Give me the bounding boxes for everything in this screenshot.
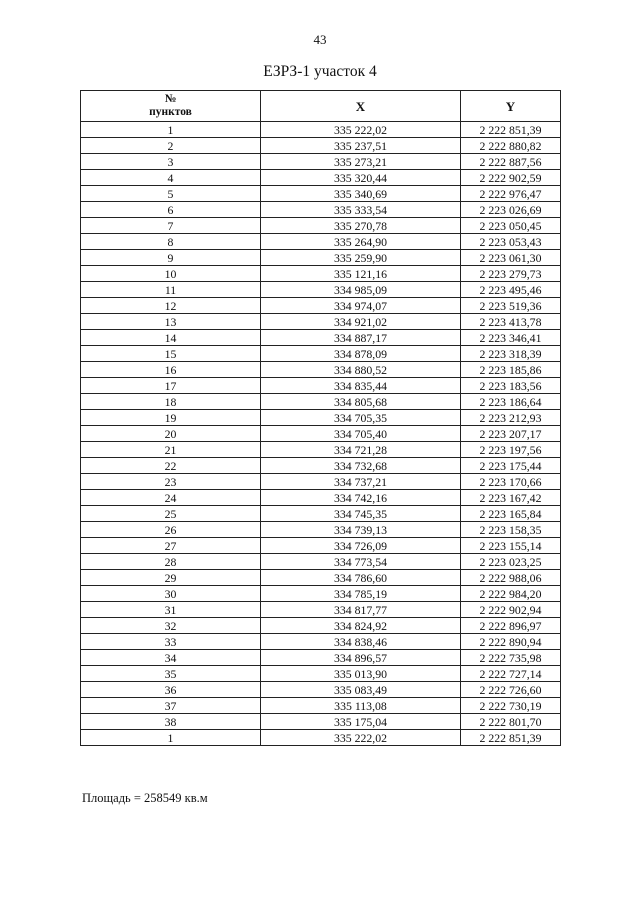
x-coordinate-cell: 334 721,28 <box>261 442 461 458</box>
table-row <box>81 618 561 634</box>
table-row <box>81 298 561 314</box>
y-coordinate-cell: 2 223 165,84 <box>461 506 561 522</box>
table-row <box>81 266 561 282</box>
y-coordinate-cell: 2 223 186,64 <box>461 394 561 410</box>
x-coordinate-cell: 335 113,08 <box>261 698 461 714</box>
x-coordinate-cell: 334 773,54 <box>261 554 461 570</box>
point-number-cell: 23 <box>81 474 261 490</box>
x-coordinate-cell: 334 805,68 <box>261 394 461 410</box>
point-number-cell: 19 <box>81 410 261 426</box>
table-row <box>81 570 561 586</box>
y-coordinate-cell: 2 223 519,36 <box>461 298 561 314</box>
table-row <box>81 506 561 522</box>
table-row <box>81 202 561 218</box>
point-number-cell: 4 <box>81 170 261 186</box>
x-coordinate-cell: 334 785,19 <box>261 586 461 602</box>
point-number-cell: 2 <box>81 138 261 154</box>
table-row <box>81 426 561 442</box>
point-number-cell: 15 <box>81 346 261 362</box>
table-row <box>81 602 561 618</box>
point-number-cell: 33 <box>81 634 261 650</box>
x-coordinate-cell: 334 705,40 <box>261 426 461 442</box>
point-number-cell: 26 <box>81 522 261 538</box>
table-row <box>81 122 561 138</box>
point-number-cell: 18 <box>81 394 261 410</box>
x-coordinate-cell: 334 786,60 <box>261 570 461 586</box>
table-row <box>81 138 561 154</box>
y-coordinate-cell: 2 222 727,14 <box>461 666 561 682</box>
table-row <box>81 554 561 570</box>
point-number-cell: 22 <box>81 458 261 474</box>
point-number-cell: 24 <box>81 490 261 506</box>
y-coordinate-cell: 2 223 050,45 <box>461 218 561 234</box>
point-number-cell: 16 <box>81 362 261 378</box>
y-coordinate-cell: 2 222 730,19 <box>461 698 561 714</box>
point-number-cell: 1 <box>81 122 261 138</box>
x-coordinate-cell: 334 896,57 <box>261 650 461 666</box>
x-coordinate-cell: 335 083,49 <box>261 682 461 698</box>
coordinates-table <box>80 90 561 746</box>
y-coordinate-cell: 2 223 318,39 <box>461 346 561 362</box>
table-row <box>81 346 561 362</box>
table-row <box>81 314 561 330</box>
x-coordinate-cell: 335 270,78 <box>261 218 461 234</box>
point-number-cell: 7 <box>81 218 261 234</box>
x-coordinate-cell: 335 222,02 <box>261 122 461 138</box>
y-coordinate-cell: 2 223 346,41 <box>461 330 561 346</box>
point-number-cell: 29 <box>81 570 261 586</box>
point-number-cell: 3 <box>81 154 261 170</box>
point-number-cell: 30 <box>81 586 261 602</box>
x-coordinate-cell: 334 835,44 <box>261 378 461 394</box>
y-coordinate-cell: 2 223 197,56 <box>461 442 561 458</box>
point-number-cell: 25 <box>81 506 261 522</box>
point-number-cell: 9 <box>81 250 261 266</box>
x-coordinate-cell: 334 817,77 <box>261 602 461 618</box>
page-number: 43 <box>313 32 327 47</box>
table-row <box>81 186 561 202</box>
point-number-cell: 21 <box>81 442 261 458</box>
y-coordinate-cell: 2 222 896,97 <box>461 618 561 634</box>
table-row <box>81 378 561 394</box>
y-coordinate-cell: 2 222 890,94 <box>461 634 561 650</box>
point-number-cell: 17 <box>81 378 261 394</box>
point-number-cell: 13 <box>81 314 261 330</box>
table-row <box>81 730 561 746</box>
y-coordinate-cell: 2 223 207,17 <box>461 426 561 442</box>
x-coordinate-cell: 335 222,02 <box>261 730 461 746</box>
table-row <box>81 442 561 458</box>
y-coordinate-cell: 2 223 413,78 <box>461 314 561 330</box>
point-number-cell: 8 <box>81 234 261 250</box>
table-row <box>81 282 561 298</box>
point-number-cell: 27 <box>81 538 261 554</box>
document-title: ЕЗРЗ-1 участок 4 <box>263 63 377 80</box>
y-coordinate-cell: 2 222 902,59 <box>461 170 561 186</box>
y-coordinate-cell: 2 222 880,82 <box>461 138 561 154</box>
x-coordinate-cell: 334 878,09 <box>261 346 461 362</box>
x-coordinate-cell: 335 340,69 <box>261 186 461 202</box>
y-coordinate-cell: 2 223 185,86 <box>461 362 561 378</box>
x-coordinate-cell: 335 237,51 <box>261 138 461 154</box>
x-coordinate-cell: 335 259,90 <box>261 250 461 266</box>
table-row <box>81 170 561 186</box>
table-row <box>81 330 561 346</box>
x-coordinate-cell: 334 745,35 <box>261 506 461 522</box>
table-header-row <box>81 91 561 122</box>
y-coordinate-cell: 2 222 976,47 <box>461 186 561 202</box>
x-coordinate-cell: 335 320,44 <box>261 170 461 186</box>
table-row <box>81 154 561 170</box>
point-number-cell: 20 <box>81 426 261 442</box>
y-coordinate-cell: 2 223 170,66 <box>461 474 561 490</box>
y-coordinate-cell: 2 222 851,39 <box>461 730 561 746</box>
table-row <box>81 666 561 682</box>
y-coordinate-cell: 2 223 053,43 <box>461 234 561 250</box>
point-number-cell: 5 <box>81 186 261 202</box>
header-y: Y <box>461 91 561 122</box>
x-coordinate-cell: 335 273,21 <box>261 154 461 170</box>
y-coordinate-cell: 2 222 988,06 <box>461 570 561 586</box>
y-coordinate-cell: 2 223 023,25 <box>461 554 561 570</box>
point-number-cell: 35 <box>81 666 261 682</box>
point-number-cell: 1 <box>81 730 261 746</box>
table-row <box>81 522 561 538</box>
y-coordinate-cell: 2 223 212,93 <box>461 410 561 426</box>
point-number-cell: 12 <box>81 298 261 314</box>
x-coordinate-cell: 334 742,16 <box>261 490 461 506</box>
point-number-cell: 31 <box>81 602 261 618</box>
table-row <box>81 218 561 234</box>
area-note: Площадь = 258549 кв.м <box>82 791 208 805</box>
x-coordinate-cell: 334 985,09 <box>261 282 461 298</box>
x-coordinate-cell: 335 264,90 <box>261 234 461 250</box>
point-number-cell: 11 <box>81 282 261 298</box>
x-coordinate-cell: 334 824,92 <box>261 618 461 634</box>
table-body <box>81 122 561 746</box>
y-coordinate-cell: 2 222 726,60 <box>461 682 561 698</box>
x-coordinate-cell: 335 175,04 <box>261 714 461 730</box>
y-coordinate-cell: 2 222 851,39 <box>461 122 561 138</box>
table-row <box>81 714 561 730</box>
x-coordinate-cell: 334 838,46 <box>261 634 461 650</box>
point-number-cell: 36 <box>81 682 261 698</box>
table-row <box>81 394 561 410</box>
y-coordinate-cell: 2 223 158,35 <box>461 522 561 538</box>
header-point-number: № пунктов <box>81 91 261 122</box>
x-coordinate-cell: 334 732,68 <box>261 458 461 474</box>
x-coordinate-cell: 334 880,52 <box>261 362 461 378</box>
table-row <box>81 682 561 698</box>
table-row <box>81 538 561 554</box>
point-number-cell: 6 <box>81 202 261 218</box>
y-coordinate-cell: 2 223 495,46 <box>461 282 561 298</box>
x-coordinate-cell: 334 737,21 <box>261 474 461 490</box>
table-row <box>81 586 561 602</box>
y-coordinate-cell: 2 223 026,69 <box>461 202 561 218</box>
point-number-cell: 37 <box>81 698 261 714</box>
table-row <box>81 698 561 714</box>
y-coordinate-cell: 2 223 155,14 <box>461 538 561 554</box>
x-coordinate-cell: 334 739,13 <box>261 522 461 538</box>
table-row <box>81 474 561 490</box>
table-row <box>81 410 561 426</box>
y-coordinate-cell: 2 222 887,56 <box>461 154 561 170</box>
x-coordinate-cell: 334 974,07 <box>261 298 461 314</box>
x-coordinate-cell: 335 013,90 <box>261 666 461 682</box>
y-coordinate-cell: 2 222 902,94 <box>461 602 561 618</box>
y-coordinate-cell: 2 223 183,56 <box>461 378 561 394</box>
y-coordinate-cell: 2 222 801,70 <box>461 714 561 730</box>
y-coordinate-cell: 2 222 984,20 <box>461 586 561 602</box>
table-row <box>81 634 561 650</box>
point-number-cell: 38 <box>81 714 261 730</box>
x-coordinate-cell: 334 887,17 <box>261 330 461 346</box>
table-row <box>81 458 561 474</box>
x-coordinate-cell: 334 921,02 <box>261 314 461 330</box>
table-row <box>81 362 561 378</box>
x-coordinate-cell: 334 726,09 <box>261 538 461 554</box>
table-row <box>81 490 561 506</box>
y-coordinate-cell: 2 223 167,42 <box>461 490 561 506</box>
x-coordinate-cell: 335 121,16 <box>261 266 461 282</box>
point-number-cell: 34 <box>81 650 261 666</box>
table-row <box>81 250 561 266</box>
x-coordinate-cell: 335 333,54 <box>261 202 461 218</box>
y-coordinate-cell: 2 223 175,44 <box>461 458 561 474</box>
x-coordinate-cell: 334 705,35 <box>261 410 461 426</box>
table-row <box>81 234 561 250</box>
header-x: X <box>261 91 461 122</box>
point-number-cell: 10 <box>81 266 261 282</box>
point-number-cell: 28 <box>81 554 261 570</box>
point-number-cell: 32 <box>81 618 261 634</box>
table-row <box>81 650 561 666</box>
point-number-cell: 14 <box>81 330 261 346</box>
y-coordinate-cell: 2 223 061,30 <box>461 250 561 266</box>
y-coordinate-cell: 2 222 735,98 <box>461 650 561 666</box>
y-coordinate-cell: 2 223 279,73 <box>461 266 561 282</box>
